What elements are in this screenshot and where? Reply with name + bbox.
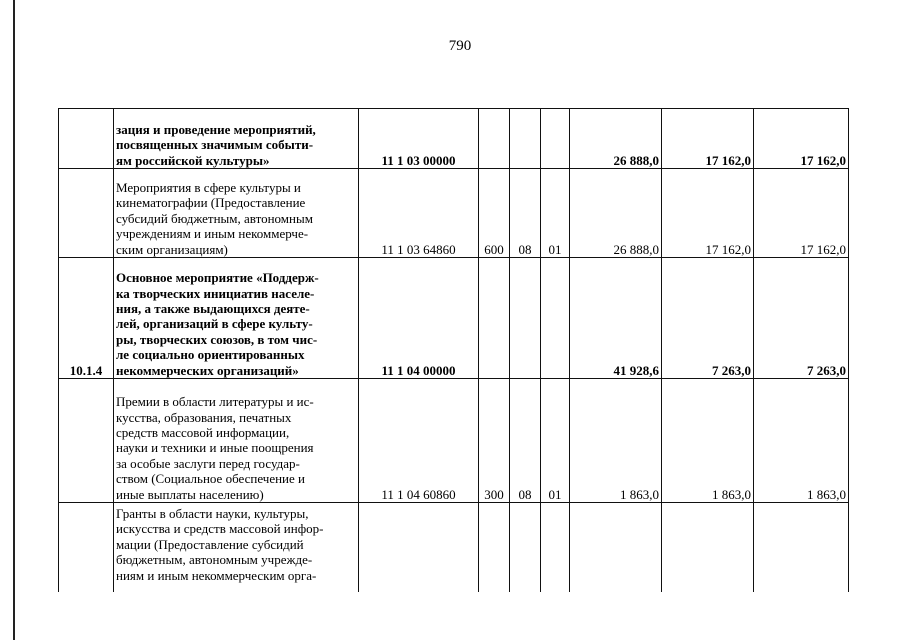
name-line: ры, творческих союзов, в том чис- <box>116 331 318 347</box>
amount-year-1 <box>570 503 662 592</box>
name-line: лей, организаций в сфере культу- <box>116 316 313 332</box>
amount-year-3 <box>754 503 849 592</box>
row-number <box>59 109 114 169</box>
row-number: 10.1.4 <box>59 258 114 379</box>
name-line: кинематографии (Предоставление <box>116 195 306 211</box>
row-number <box>59 169 114 258</box>
name-line: ским организациям) <box>116 241 228 257</box>
amount-year-2: 17 162,0 <box>662 109 754 169</box>
subsection-code <box>541 258 570 379</box>
name-line: науки и техники и иные поощрения <box>116 440 314 456</box>
row-name <box>114 109 359 169</box>
target-article-code: 11 1 04 00000 <box>359 258 479 379</box>
amount-year-2: 7 263,0 <box>662 258 754 379</box>
name-line: Гранты в области науки, культуры, <box>116 506 309 521</box>
amount-year-3: 7 263,0 <box>754 258 849 379</box>
budget-table <box>58 108 849 592</box>
row-name <box>114 379 359 503</box>
subsection-code <box>541 503 570 592</box>
table-row <box>59 503 849 592</box>
section-code <box>510 109 541 169</box>
page-left-border <box>13 0 15 640</box>
expense-type-code: 300 <box>479 379 510 503</box>
name-line: мации (Предоставление субсидий <box>116 536 304 552</box>
name-line: ния, а также выдающихся деяте- <box>116 300 310 316</box>
name-line: некоммерческих организаций» <box>116 362 299 378</box>
name-line: ям российской культуры» <box>116 152 270 168</box>
name-line: Премии в области литературы и ис- <box>116 394 314 410</box>
name-line: искусства и средств массовой инфор- <box>116 521 324 537</box>
amount-year-2: 1 863,0 <box>662 379 754 503</box>
table-row <box>59 169 849 258</box>
amount-year-3: 1 863,0 <box>754 379 849 503</box>
row-number <box>59 503 114 592</box>
name-line: ством (Социальное обеспечение и <box>116 471 305 487</box>
name-line: субсидий бюджетным, автономным <box>116 210 313 226</box>
amount-year-3: 17 162,0 <box>754 169 849 258</box>
section-code: 08 <box>510 169 541 258</box>
name-line: ле социально ориентированных <box>116 347 305 363</box>
page-number: 790 <box>448 38 472 54</box>
amount-year-1: 1 863,0 <box>570 379 662 503</box>
row-name <box>114 503 359 592</box>
section-code: 08 <box>510 379 541 503</box>
table-row <box>59 258 849 379</box>
target-article-code <box>359 503 479 592</box>
section-code <box>510 258 541 379</box>
name-line: посвященных значимым событи- <box>116 137 314 153</box>
expense-type-code <box>479 503 510 592</box>
name-line: кусства, образования, печатных <box>116 409 292 425</box>
name-line: бюджетным, автономным учрежде- <box>116 552 313 568</box>
target-article-code: 11 1 03 64860 <box>359 169 479 258</box>
name-line: Основное мероприятие «Поддерж- <box>116 270 319 286</box>
expense-type-code: 600 <box>479 169 510 258</box>
table-row <box>59 109 849 169</box>
name-line: ка творческих инициатив населе- <box>116 285 315 301</box>
name-line: средств массовой информации, <box>116 424 290 440</box>
target-article-code: 11 1 03 00000 <box>359 109 479 169</box>
table-row <box>59 379 849 503</box>
amount-year-3: 17 162,0 <box>754 109 849 169</box>
name-line: ниям и иным некоммерческим орга- <box>116 567 317 583</box>
target-article-code: 11 1 04 60860 <box>359 379 479 503</box>
expense-type-code <box>479 109 510 169</box>
amount-year-1: 26 888,0 <box>570 109 662 169</box>
amount-year-2: 17 162,0 <box>662 169 754 258</box>
name-line: Мероприятия в сфере культуры и <box>116 179 301 195</box>
row-number <box>59 379 114 503</box>
name-line: зация и проведение мероприятий, <box>116 121 316 137</box>
subsection-code <box>541 109 570 169</box>
name-line: за особые заслуги перед государ- <box>116 455 300 471</box>
section-code <box>510 503 541 592</box>
name-line: учреждениям и иным некоммерче- <box>116 226 309 242</box>
amount-year-1: 26 888,0 <box>570 169 662 258</box>
subsection-code: 01 <box>541 379 570 503</box>
amount-year-1: 41 928,6 <box>570 258 662 379</box>
row-name <box>114 169 359 258</box>
expense-type-code <box>479 258 510 379</box>
amount-year-2 <box>662 503 754 592</box>
name-line: иные выплаты населению) <box>116 486 264 502</box>
row-name <box>114 258 359 379</box>
subsection-code: 01 <box>541 169 570 258</box>
